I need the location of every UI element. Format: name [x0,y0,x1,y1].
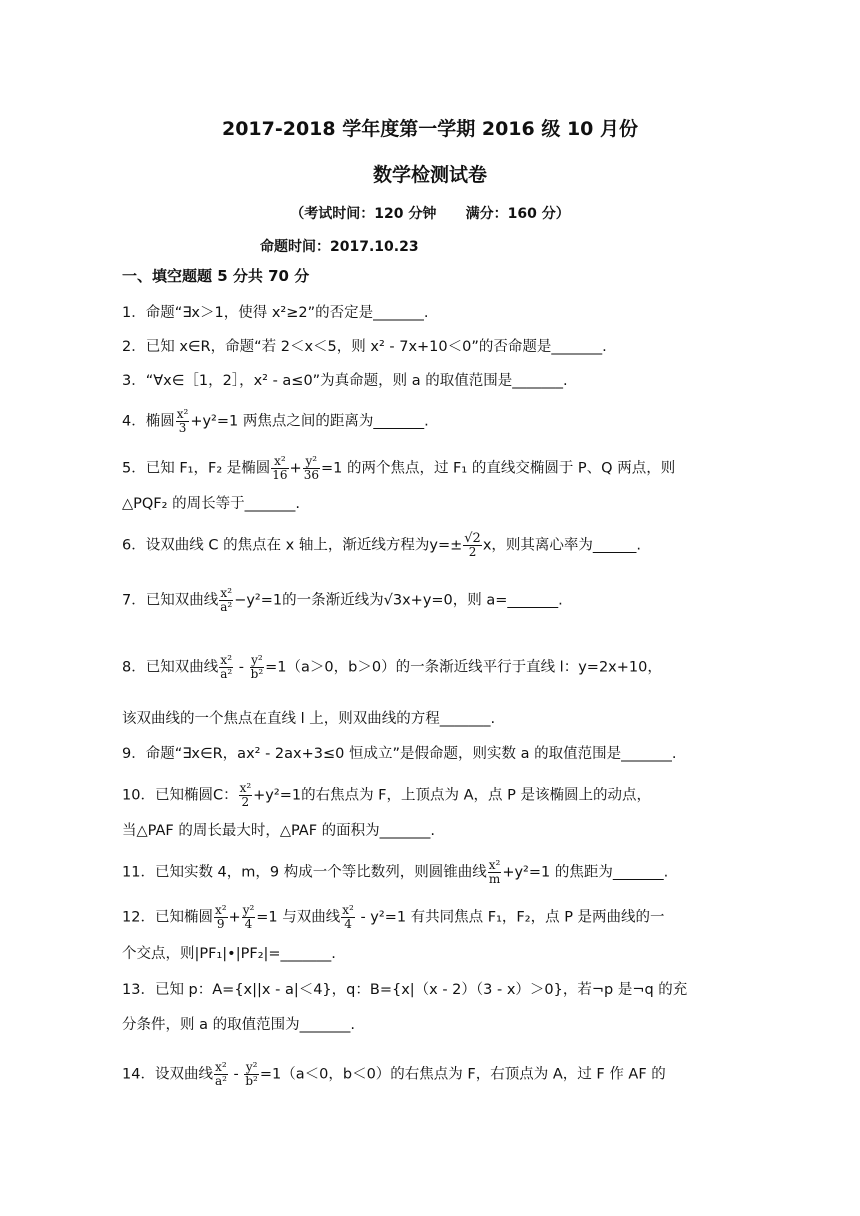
q14-fraction-y: $\frac{\text{y²}}{\text{b²}}$ [245,1060,258,1088]
question-12-cont: 个交点，则|PF₁|•|PF₂|=_______. [122,946,336,962]
question-5-cont: △PQF₂ 的周长等于_______. [122,496,300,512]
question-10-cont: 当△PAF 的周长最大时，△PAF 的面积为_______. [122,823,436,839]
question-6: 6．设双曲线 C 的焦点在 x 轴上，渐近线方程为y=± $\frac{√2}{2}$ x，则其离心率为______. [122,531,642,559]
q4-text-a: 4．椭圆 [122,413,175,430]
q5-fraction-x: $\frac{\text{x²}}{16}$ [272,454,288,482]
q11-fraction: $\frac{\text{x²}}{m}$ [488,858,501,886]
q8-fraction-x: $\frac{\text{x²}}{\text{a²}}$ [220,653,233,681]
question-1: 1．命题“∃x＞1，使得 x²≥2”的否定是_______. [122,305,429,321]
question-8-cont: 该双曲线的一个焦点在直线 l 上，则双曲线的方程_______. [122,711,496,727]
section-heading: 一、填空题题 5 分共 70 分 [122,267,310,285]
question-11: 11．已知实数 4，m，9 构成一个等比数列，则圆锥曲线 $\frac{\text{x²}}{m}$ +y²=1 的焦距为_______. [122,858,669,886]
q6-fraction: $\frac{√2}{2}$ [464,531,481,559]
q14-fraction-x: $\frac{\text{x²}}{\text{a²}}$ [214,1060,227,1088]
question-7: 7．已知双曲线 $\frac{\text{x²}}{\text{a²}}$ −y²=1的一条渐近线为√3x+y=0，则 a=_______. [122,586,563,614]
q7-fraction: $\frac{\text{x²}}{\text{a²}}$ [220,586,233,614]
question-5: 5．已知 F₁，F₂ 是椭圆 $\frac{\text{x²}}{16}$ + $\frac{\text{y²}}{36}$ =1 的两个焦点，过 F₁ 的直线交椭圆于 P、Q 两点，则 [122,454,676,482]
q12-fraction-y: $\frac{\text{y²}}{4}$ [242,903,255,931]
q4-text-b: +y²=1 两焦点之间的距离为_______. [190,413,429,430]
q12-fraction-x: $\frac{\text{x²}}{9}$ [214,903,227,931]
question-8: 8．已知双曲线 $\frac{\text{x²}}{\text{a²}}$ - $\frac{\text{y²}}{\text{b²}}$ =1（a＞0，b＞0）的一条渐近线平行于直线 l：y=2x+10， [122,653,662,681]
exam-info: （考试时间：120 分钟 满分：160 分） [290,206,570,222]
q4-fraction: $\frac{\text{x²}}{3}$ [176,407,189,435]
question-13-cont: 分条件，则 a 的取值范围为_______. [122,1017,355,1033]
question-3: 3．“∀x∈［1，2］，x² - a≤0”为真命题，则 a 的取值范围是_______. [122,373,568,389]
exam-subtitle: 数学检测试卷 [372,164,487,186]
q10-fraction: $\frac{\text{x²}}{2}$ [239,781,252,809]
question-2: 2．已知 x∈R，命题“若 2＜x＜5，则 x² - 7x+10＜0”的否命题是_______. [122,339,607,355]
exam-date: 命题时间：2017.10.23 [260,239,419,255]
question-12: 12．已知椭圆 $\frac{\text{x²}}{9}$ + $\frac{\text{y²}}{4}$ =1 与双曲线 $\frac{\text{x²}}{4}$ - y²=1 有共同焦点 F₁，F₂，点 P 是两曲线的一 [122,903,665,931]
q5-fraction-y: $\frac{\text{y²}}{36}$ [303,454,319,482]
q8-fraction-y: $\frac{\text{y²}}{\text{b²}}$ [250,653,264,681]
question-10: 10．已知椭圆C： $\frac{\text{x²}}{2}$ +y²=1的右焦点为 F，上顶点为 A，点 P 是该椭圆上的动点， [122,781,652,809]
question-4 [122,408,742,435]
question-14: 14．设双曲线 $\frac{\text{x²}}{\text{a²}}$ - $\frac{\text{y²}}{\text{b²}}$ =1（a＜0，b＜0）的右焦点为 F，右顶点为 A，过 F 作 AF 的 [122,1060,666,1088]
q12-fraction-h: $\frac{\text{x²}}{4}$ [342,903,354,931]
question-13: 13．已知 p：A={x||x - a|＜4}，q：B={x|（x - 2）（3 - x）＞0}，若¬p 是¬q 的充 [122,982,688,998]
question-9: 9．命题“∃x∈R，ax² - 2ax+3≤0 恒成立”是假命题，则实数 a 的取值范围是_______. [122,746,677,762]
exam-title: 2017-2018 学年度第一学期 2016 级 10 月份 [221,118,639,140]
